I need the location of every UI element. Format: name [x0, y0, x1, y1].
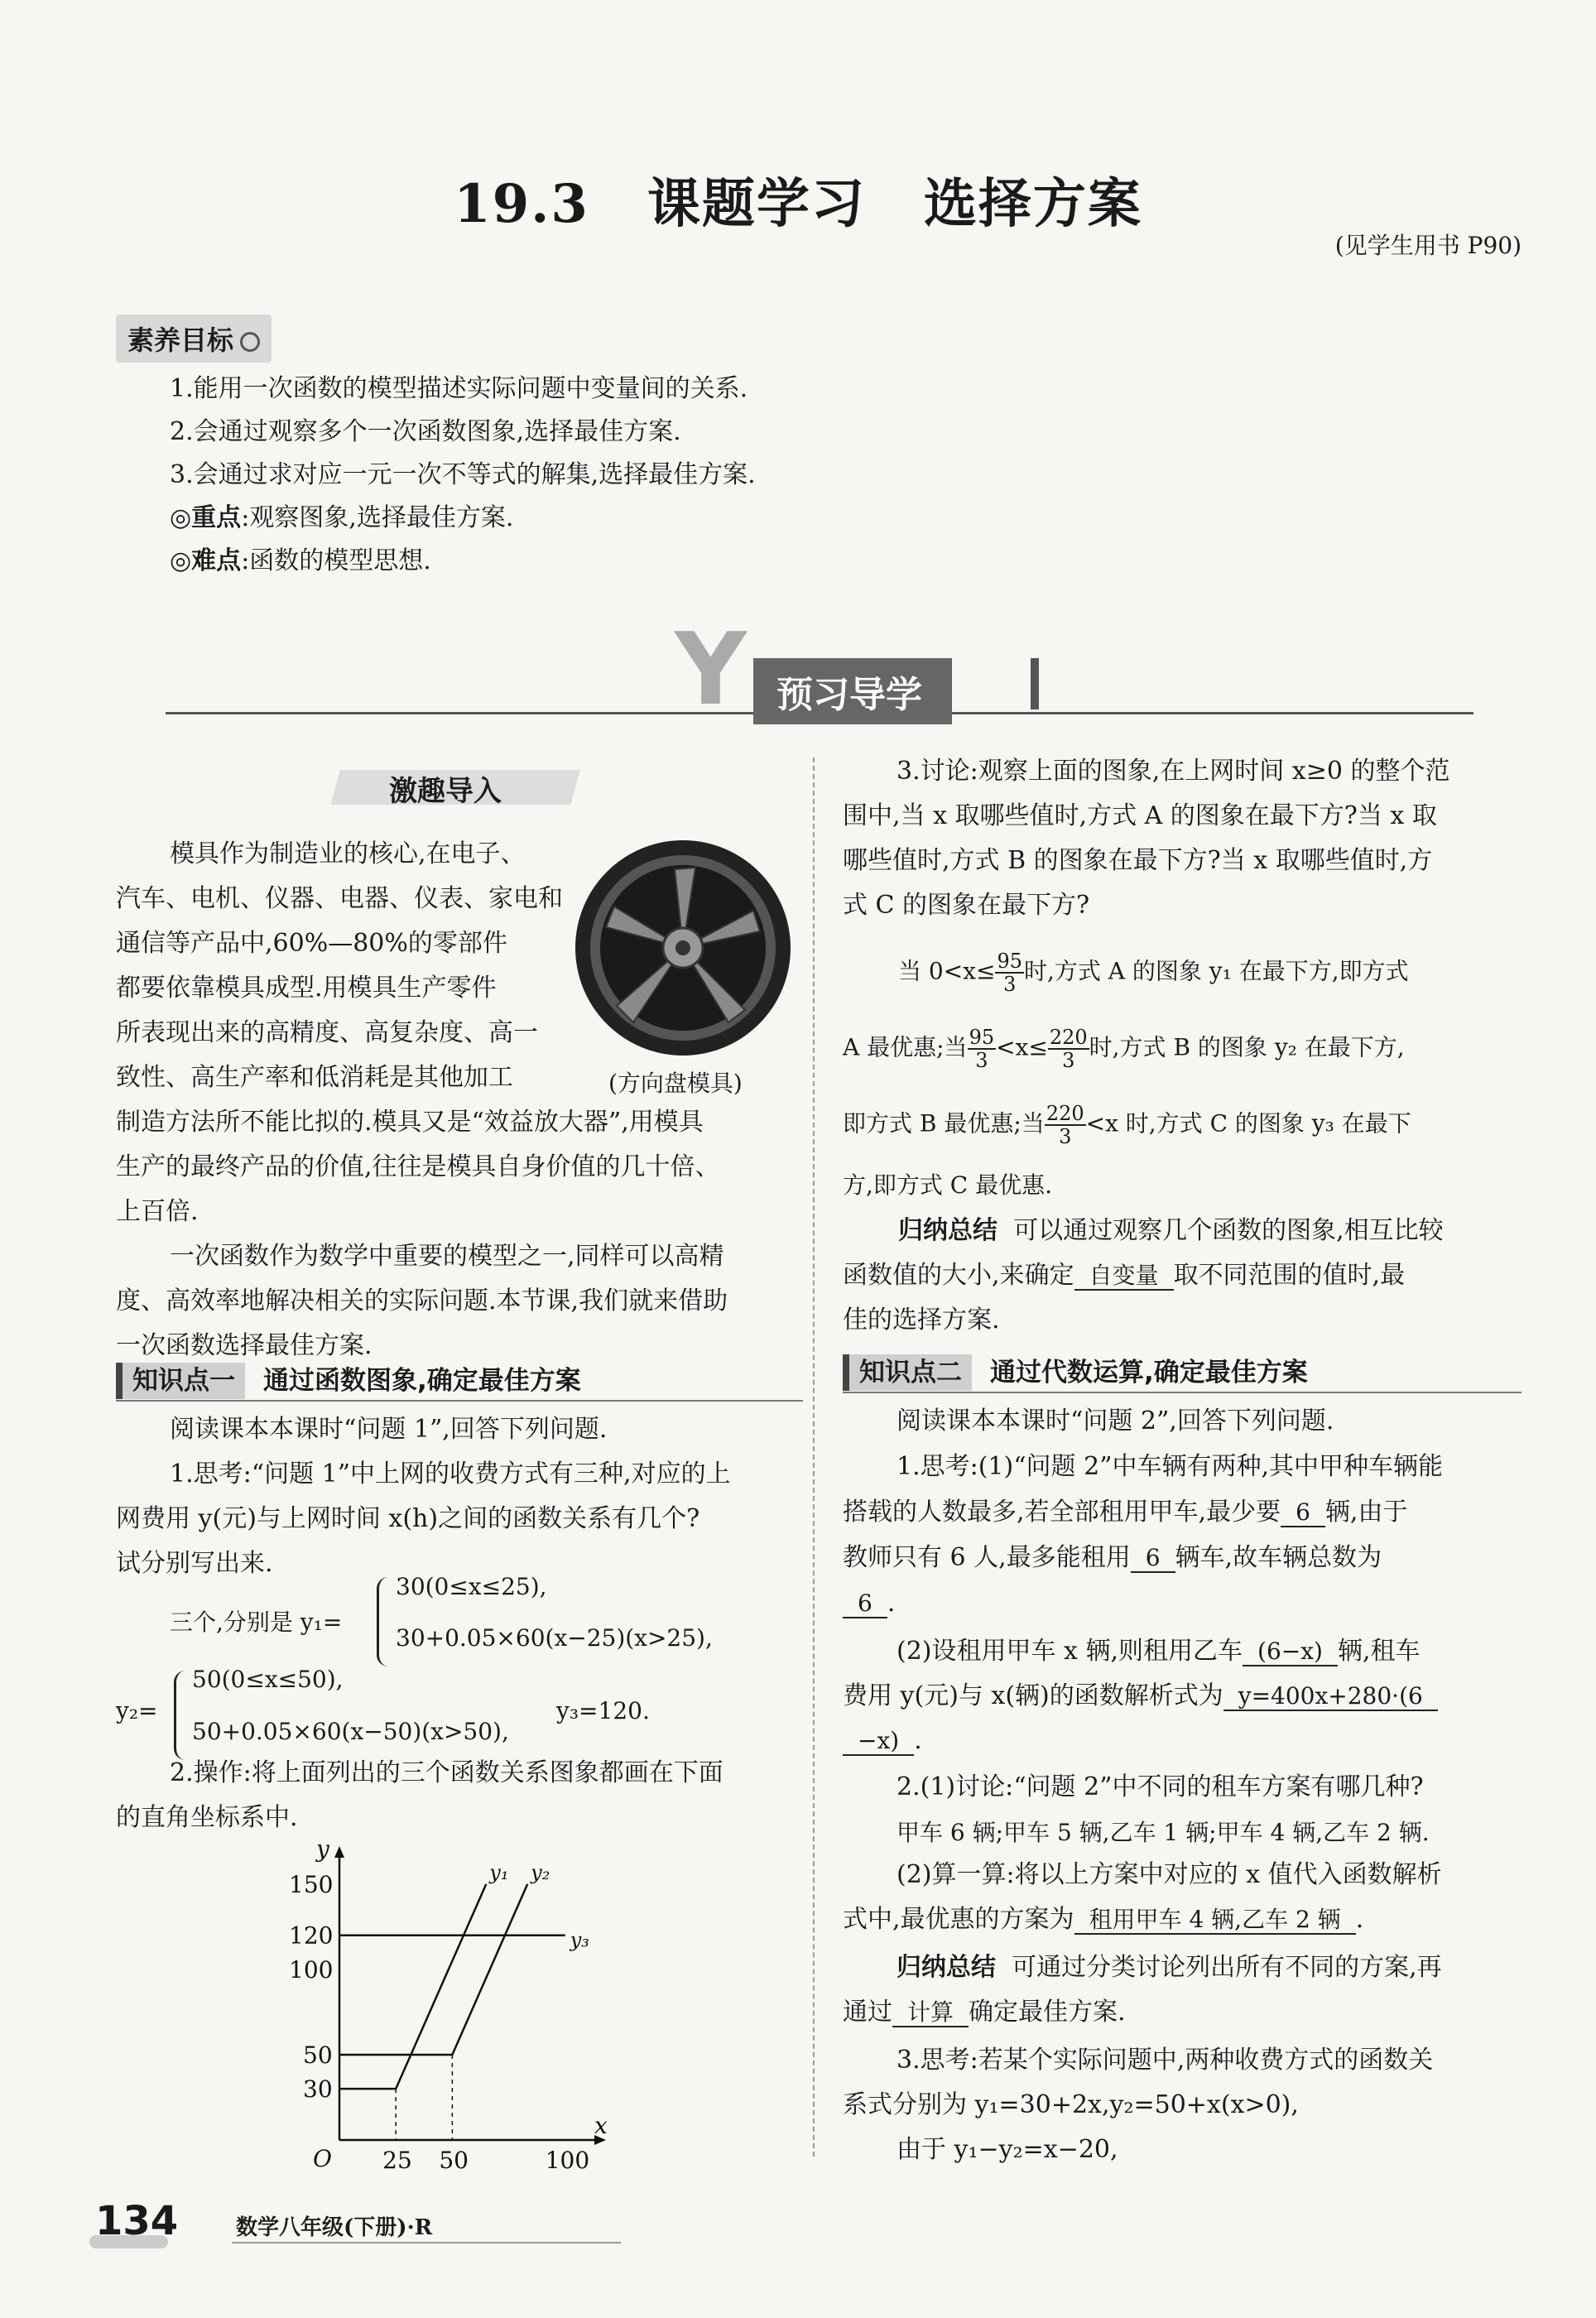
d2-line3	[843, 1897, 1363, 1942]
d2-line2: (2)算一算:将以上方案中对应的 x 值代入函数解析	[897, 1860, 1442, 1889]
frac-den: 3	[975, 1049, 988, 1072]
q2-d: .	[914, 1726, 922, 1755]
x-tick-label: 100	[545, 2147, 590, 2174]
footer-rule	[232, 2242, 621, 2243]
y1-case2: 30+0.05×60(x−25)(x>25),	[396, 1624, 713, 1652]
kp1-op-line: 的直角坐标系中.	[116, 1803, 298, 1832]
kp1-title: 通过函数图象,确定最佳方案	[263, 1366, 581, 1396]
y-tick-label: 120	[289, 1921, 334, 1950]
summary1-label: 归纳总结	[898, 1216, 997, 1245]
blank-min-cars: 6	[1281, 1498, 1325, 1527]
kp1-line: 阅读课本本课时“问题 1”,回答下列问题.	[170, 1415, 608, 1444]
q2-line3	[843, 1719, 922, 1763]
ans3-c: A 最优惠;当	[843, 1033, 968, 1061]
q1-c: 辆,由于	[1324, 1498, 1408, 1527]
goals-tag-label: 素养目标	[127, 325, 234, 356]
d2-line1: 2.(1)讨论:“问题 2”中不同的租车方案有哪几种?	[897, 1772, 1424, 1801]
q1-line2	[843, 1490, 1407, 1535]
q1-e: 辆车,故车辆总数为	[1175, 1543, 1382, 1572]
series-label-1: y₁	[489, 1860, 509, 1884]
x-tick-label: 50	[439, 2147, 469, 2174]
intro-title: 激趣导入	[389, 775, 502, 808]
wheel-mold-image	[571, 836, 795, 1060]
y-tick-label: 150	[289, 1870, 334, 1898]
fraction-220-3	[1048, 1027, 1089, 1071]
intro-line: 通信等产品中,60%—80%的零部件	[116, 929, 507, 958]
x-tick-label: 25	[382, 2147, 412, 2174]
frac-num: 95	[997, 950, 1022, 973]
y-axis-label: y	[316, 1842, 329, 1863]
summary2-label: 归纳总结	[897, 1953, 996, 1982]
page-title	[0, 161, 1596, 238]
summary1-line1	[898, 1209, 1444, 1253]
ans3-line4: 方,即方式 C 最优惠.	[843, 1171, 1053, 1199]
y-axis-arrow	[334, 1846, 344, 1858]
y-tick-label: 100	[289, 1955, 334, 1984]
kp1-header	[116, 1359, 803, 1402]
blank-independent-variable: 自变量	[1074, 1262, 1174, 1291]
intro-text-full	[116, 1100, 728, 1368]
page-reference: (见学生用书 P90)	[1334, 232, 1521, 259]
y-tick-label: 50	[303, 2041, 333, 2069]
goal-item: 3.会通过求对应一元一次不等式的解集,选择最佳方案.	[170, 460, 756, 489]
kp1-op-line: 2.操作:将上面列出的三个函数关系图象都画在下面	[170, 1758, 723, 1787]
summary2-line2	[843, 1990, 1126, 2035]
summary1-c: 取不同范围的值时,最	[1173, 1261, 1406, 1290]
intro-line: 一次函数作为数学中重要的模型之一,同样可以高精	[170, 1242, 724, 1271]
ans3-a: 当 0<x≤	[898, 957, 996, 985]
q1-line1: 1.思考:(1)“问题 2”中车辆有两种,其中甲种车辆能	[897, 1452, 1444, 1481]
t3-line3: 由于 y₁−y₂=x−20,	[897, 2135, 1118, 2164]
image-caption: (方向盘模具)	[608, 1070, 743, 1097]
y2-brace	[174, 1671, 190, 1760]
blank-total-cars: 6	[843, 1589, 887, 1618]
x-axis-label: x	[594, 2112, 608, 2139]
ans3-line1	[898, 950, 1409, 995]
intro-line: 一次函数选择最佳方案.	[116, 1331, 373, 1360]
kp1-line: 1.思考:“问题 1”中上网的收费方式有三种,对应的上	[170, 1460, 731, 1488]
kp1-op-text	[116, 1751, 723, 1840]
kp1-text	[116, 1407, 731, 1586]
intro-line: 致性、高生产率和低消耗是其他加工	[116, 1063, 513, 1092]
frac-num: 220	[1046, 1102, 1084, 1125]
goal-item: 2.会通过观察多个一次函数图象,选择最佳方案.	[170, 417, 681, 446]
q3-text	[843, 749, 1449, 928]
frac-num: 220	[1049, 1026, 1088, 1049]
intro-line: 生产的最终产品的价值,往往是模具自身价值的几十倍、	[116, 1152, 720, 1181]
blank-function-expr: y=400x+280·(6	[1223, 1682, 1438, 1711]
t3-line1: 3.思考:若某个实际问题中,两种收费方式的函数关	[897, 2046, 1434, 2075]
blank-calculate: 计算	[892, 1998, 969, 2027]
q3-line: 围中,当 x 取哪些值时,方式 A 的图象在最下方?当 x 取	[843, 801, 1437, 830]
fraction-95-3	[968, 1027, 997, 1071]
q3-line: 3.讨论:观察上面的图象,在上网时间 x≥0 的整个范	[897, 757, 1450, 786]
intro-line: 都要依靠模具成型.用模具生产零件	[116, 974, 497, 1003]
y3-value: y₃=120.	[556, 1697, 650, 1724]
banner-bar	[1031, 658, 1039, 709]
key-text: :观察图象,选择最佳方案.	[241, 503, 514, 532]
frac-den: 3	[1003, 973, 1017, 996]
ans3-line2	[843, 1027, 1405, 1071]
d2-c: 式中,最优惠的方案为	[843, 1905, 1074, 1934]
arrow-circle-icon	[240, 332, 260, 352]
summary1-b: 函数值的大小,来确定	[843, 1261, 1074, 1290]
series-line-1	[339, 1884, 486, 2089]
intro-line: 汽车、电机、仪器、电器、仪表、家电和	[116, 884, 563, 913]
blank-best-plan: 租用甲车 4 辆,乙车 2 辆	[1074, 1906, 1356, 1935]
q1-line3	[843, 1536, 1382, 1580]
y2-prefix: y₂=	[116, 1697, 158, 1724]
q1-b: 搭载的人数最多,若全部租用甲车,最少要	[843, 1498, 1281, 1527]
blank-function-expr-cont: −x)	[843, 1727, 914, 1756]
ans3-d: <x≤	[996, 1033, 1048, 1061]
q3-line: 哪些值时,方式 B 的图象在最下方?当 x 取哪些值时,方	[843, 846, 1433, 875]
intro-line: 度、高效率地解决相关的实际问题.本节课,我们就来借助	[116, 1286, 728, 1315]
frac-den: 3	[1062, 1049, 1075, 1072]
d2-d: .	[1355, 1905, 1364, 1934]
banner-letter: Y	[675, 613, 747, 728]
y-tick-label: 30	[303, 2075, 333, 2104]
summary2-c: 确定最佳方案.	[969, 1998, 1126, 2027]
column-divider	[813, 757, 815, 2157]
blank-car-b-count: (6−x)	[1243, 1638, 1338, 1666]
frac-den: 3	[1059, 1125, 1072, 1148]
q2-c: 费用 y(元)与 x(辆)的函数解析式为	[843, 1681, 1223, 1710]
t3-line2: 系式分别为 y₁=30+2x,y₂=50+x(x>0),	[843, 2090, 1299, 2119]
ans3-f: 即方式 B 最优惠;当	[843, 1109, 1045, 1137]
key-label: ◎重点	[170, 503, 242, 532]
y1-prefix: 三个,分别是 y₁=	[170, 1609, 343, 1636]
difficulty-text: :函数的模型思想.	[241, 546, 431, 575]
q2-b: 辆,租车	[1337, 1637, 1421, 1666]
ans3-g: <x 时,方式 C 的图象 y₃ 在最下	[1085, 1109, 1411, 1137]
summary1-a: 可以通过观察几个函数的图象,相互比较	[1013, 1216, 1444, 1245]
series-line-2	[339, 1884, 527, 2055]
q2-a: (2)设租用甲车 x 辆,则租用乙车	[897, 1637, 1243, 1666]
intro-line: 所表现出来的高精度、高复杂度、高一	[116, 1018, 538, 1047]
section-number: 19.3	[454, 173, 589, 235]
fraction-220-3	[1045, 1103, 1086, 1147]
kp2-label: 知识点二	[843, 1354, 972, 1391]
kp1-line: 网费用 y(元)与上网时间 x(h)之间的函数关系有几个?	[116, 1504, 700, 1533]
kp2-header	[843, 1351, 1521, 1393]
book-title: 数学八年级(下册)·R	[236, 2215, 433, 2240]
kp2-title: 通过代数运算,确定最佳方案	[990, 1358, 1308, 1387]
goal-item: 1.能用一次函数的模型描述实际问题中变量间的关系.	[170, 374, 748, 403]
intro-line: 制造方法所不能比拟的.模具又是“效益放大器”,用模具	[116, 1108, 704, 1137]
title-part2: 选择方案	[923, 173, 1142, 235]
intro-text-wrap	[116, 832, 567, 1100]
kp1-label: 知识点一	[116, 1363, 245, 1399]
y1-case1: 30(0≤x≤25),	[396, 1573, 547, 1600]
title-part1: 课题学习	[647, 173, 866, 235]
difficulty-label: ◎难点	[170, 546, 242, 575]
kp1-line: 试分别写出来.	[116, 1549, 273, 1578]
banner-title: 预习导学	[753, 658, 952, 724]
ans3-line3	[843, 1103, 1411, 1147]
y2-case2: 50+0.05×60(x−50)(x>50),	[192, 1718, 509, 1745]
series-label-2: y₂	[531, 1860, 550, 1884]
summary1-line3: 佳的选择方案.	[843, 1306, 1000, 1335]
fraction-95-3	[995, 950, 1024, 995]
d2-answer: 甲车 6 辆;甲车 5 辆,乙车 1 辆;甲车 4 辆,乙车 2 辆.	[897, 1819, 1430, 1846]
q1-d: 教师只有 6 人,最多能租用	[843, 1543, 1131, 1572]
page-number: 134	[95, 2198, 179, 2244]
frac-num: 95	[969, 1026, 995, 1049]
ans3-b: 时,方式 A 的图象 y₁ 在最下方,即方式	[1023, 957, 1409, 985]
origin-label: O	[313, 2145, 332, 2172]
summary2-line1	[897, 1945, 1442, 1990]
summary1-line2	[843, 1253, 1405, 1298]
intro-line: 模具作为制造业的核心,在电子、	[170, 839, 526, 868]
goals-tag	[116, 315, 272, 363]
q3-line: 式 C 的图象在最下方?	[843, 891, 1090, 920]
difficulty-point	[170, 540, 756, 583]
q2-line2	[843, 1674, 1438, 1719]
blank-max-cars: 6	[1131, 1544, 1175, 1573]
q1-line4	[843, 1581, 895, 1626]
q2-line1	[897, 1629, 1421, 1674]
function-graph	[281, 1842, 613, 2181]
goals-list	[170, 368, 756, 583]
y2-case1: 50(0≤x≤50),	[192, 1666, 344, 1693]
summary2-b: 通过	[843, 1998, 892, 2027]
summary2-a: 可通过分类讨论列出所有不同的方案,再	[1012, 1953, 1442, 1982]
intro-line: 上百倍.	[116, 1197, 199, 1226]
ans3-e: 时,方式 B 的图象 y₂ 在最下方,	[1089, 1033, 1405, 1061]
key-point	[170, 497, 756, 540]
series-label-3: y₃	[570, 1928, 589, 1952]
q1-f: .	[887, 1589, 896, 1618]
y1-brace	[377, 1577, 392, 1666]
kp2-read: 阅读课本本课时“问题 2”,回答下列问题.	[897, 1407, 1334, 1436]
